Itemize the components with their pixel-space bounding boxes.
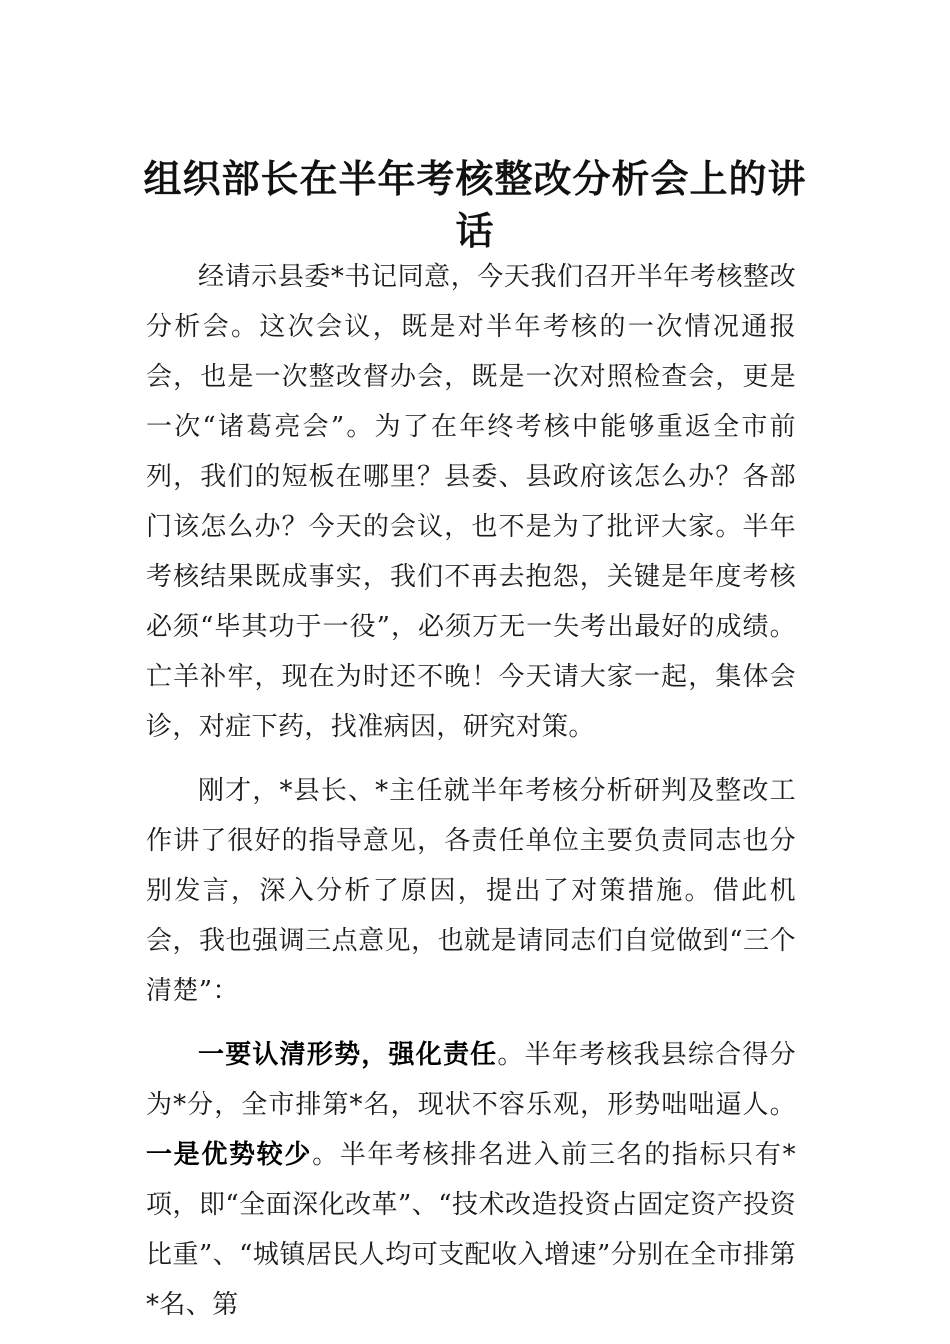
paragraph-text: 。半年考核排名进入前三名的指标只有*项，即“全面深化改革”、“技术改造投资占固定资产投资比重”、“城镇居民人均可支配收入增速”分别在全市排第*名、第 [146, 1140, 797, 1320]
paragraph-point-one [146, 1030, 796, 1330]
title-line-1: 组织部长在半年考核整改分析会上的讲 [143, 156, 807, 202]
document-title [140, 153, 810, 257]
paragraph-text: 。半年考核我县综合得分为*分，全市排第*名，现状不容乐观，形势咄咄逼人。 [146, 1040, 796, 1120]
title-line-2: 话 [455, 208, 495, 254]
paragraph-intro: 经请示县委*书记同意，今天我们召开半年考核整改分析会。这次会议，既是对半年考核的一次情况通报会，也是一次整改督办会，既是一次对照检查会，更是一次“诸葛亮会”。为了在年终考核中能够重返全市前列，我们的短板在哪里？县委、县政府该怎么办？各部门该怎么办？今天的会议，也不是为了批评大家。半年考核结果既成事实，我们不再去抱怨，关键是年度考核必须“毕其功于一役”，必须万无一失考出最好的成绩。亡羊补牢，现在为时还不晚！今天请大家一起，集体会诊，对症下药，找准病因，研究对策。 [146, 262, 796, 742]
document-body [146, 252, 796, 1344]
bold-heading-point-one: 一要认清形势，强化责任 [198, 1040, 498, 1070]
paragraph-remarks: 刚才，*县长、*主任就半年考核分析研判及整改工作讲了很好的指导意见，各责任单位主要负责同志也分别发言，深入分析了原因，提出了对策措施。借此机会，我也强调三点意见，也就是请同志们自觉做到“三个清楚”： [146, 776, 796, 1006]
bold-subheading-advantages: 一是优势较少 [146, 1140, 313, 1170]
